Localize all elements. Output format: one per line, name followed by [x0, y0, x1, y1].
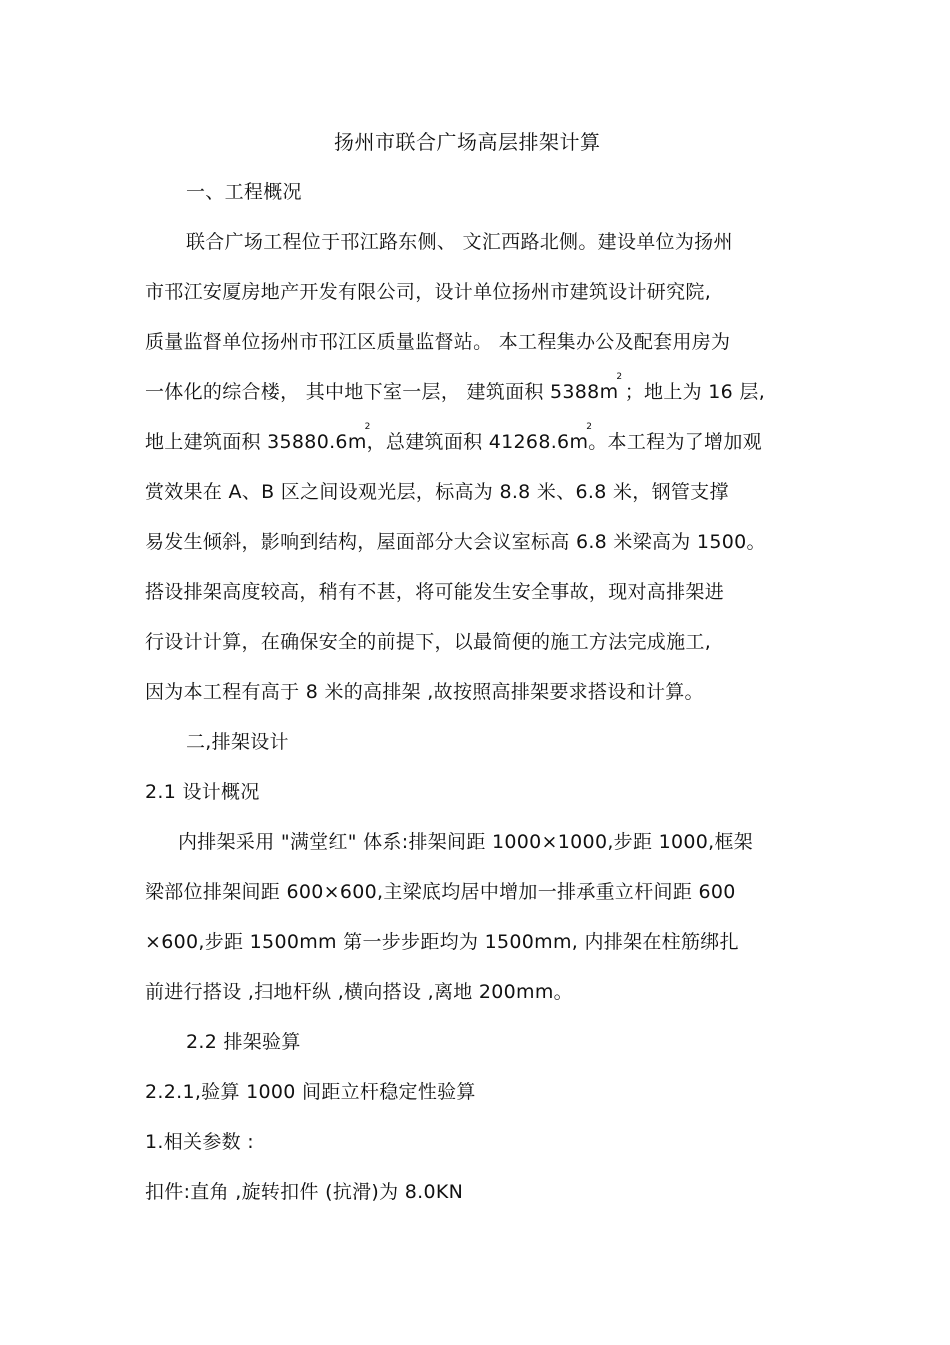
paragraph-line: 市邗江安厦房地产开发有限公司，设计单位扬州市建筑设计研究院, — [145, 281, 712, 303]
line-text: ，总建筑面积 41268.6 — [366, 431, 570, 453]
area-unit — [569, 422, 593, 454]
paragraph-line: 内排架采用 "满堂红" 体系:排架间距 1000×1000,步距 1000,框架 — [178, 831, 754, 853]
paragraph-line: 前进行搭设 ,扫地杆纵 ,横向搭设 ,离地 200mm。 — [145, 981, 573, 1003]
unit-superscript: 2 — [616, 372, 623, 382]
section-heading-verification: 2.2 排架验算 — [186, 1031, 301, 1053]
line-text: 一体化的综合楼， 其中地下室一层， 建筑面积 5388 — [145, 381, 600, 403]
paragraph-line: 行设计计算，在确保安全的前提下，以最简便的施工方法完成施工, — [145, 631, 712, 653]
line-text: ；地上为 16 层, — [624, 381, 766, 403]
paragraph-line: 赏效果在 A、B 区之间设观光层，标高为 8.8 米、6.8 米，钢管支撑 — [145, 481, 729, 503]
section-heading-pole-stability: 2.2.1,验算 1000 间距立杆稳定性验算 — [145, 1081, 476, 1103]
unit-superscript: 2 — [364, 422, 371, 432]
paragraph-line — [145, 422, 762, 454]
area-unit — [599, 372, 623, 404]
parameter-fastener: 扣件:直角 ,旋转扣件 (抗滑)为 8.0KN — [145, 1181, 464, 1203]
section-heading-parameters: 1.相关参数 : — [145, 1131, 254, 1153]
paragraph-line: 质量监督单位扬州市邗江区质量监督站。 本工程集办公及配套用房为 — [145, 331, 731, 353]
document-title: 扬州市联合广场高层排架计算 — [334, 130, 601, 154]
section-heading-design: 二,排架设计 — [186, 731, 289, 753]
unit-superscript: 2 — [586, 422, 593, 432]
section-heading-design-overview: 2.1 设计概况 — [145, 781, 260, 803]
paragraph-line: ×600,步距 1500mm 第一步步距均为 1500mm, 内排架在柱筋绑扎 — [145, 931, 739, 953]
paragraph-line — [145, 372, 766, 404]
paragraph-line: 梁部位排架间距 600×600,主梁底均居中增加一排承重立杆间距 600 — [145, 881, 736, 903]
line-text: 地上建筑面积 35880.6 — [145, 431, 348, 453]
paragraph-line: 搭设排架高度较高，稍有不甚，将可能发生安全事故，现对高排架进 — [145, 581, 725, 603]
unit-text: m — [599, 381, 619, 403]
unit-text: m — [569, 431, 589, 453]
paragraph-line: 因为本工程有高于 8 米的高排架 ,故按照高排架要求搭设和计算。 — [145, 681, 704, 703]
section-heading-overview: 一、工程概况 — [186, 181, 302, 203]
paragraph-line: 易发生倾斜，影响到结构，屋面部分大会议室标高 6.8 米梁高为 1500。 — [145, 531, 766, 553]
paragraph-line: 联合广场工程位于邗江路东侧、 文汇西路北侧。建设单位为扬州 — [186, 231, 733, 253]
unit-text: m — [347, 431, 367, 453]
area-unit — [347, 422, 371, 454]
line-text: 。本工程为了增加观 — [588, 431, 762, 453]
